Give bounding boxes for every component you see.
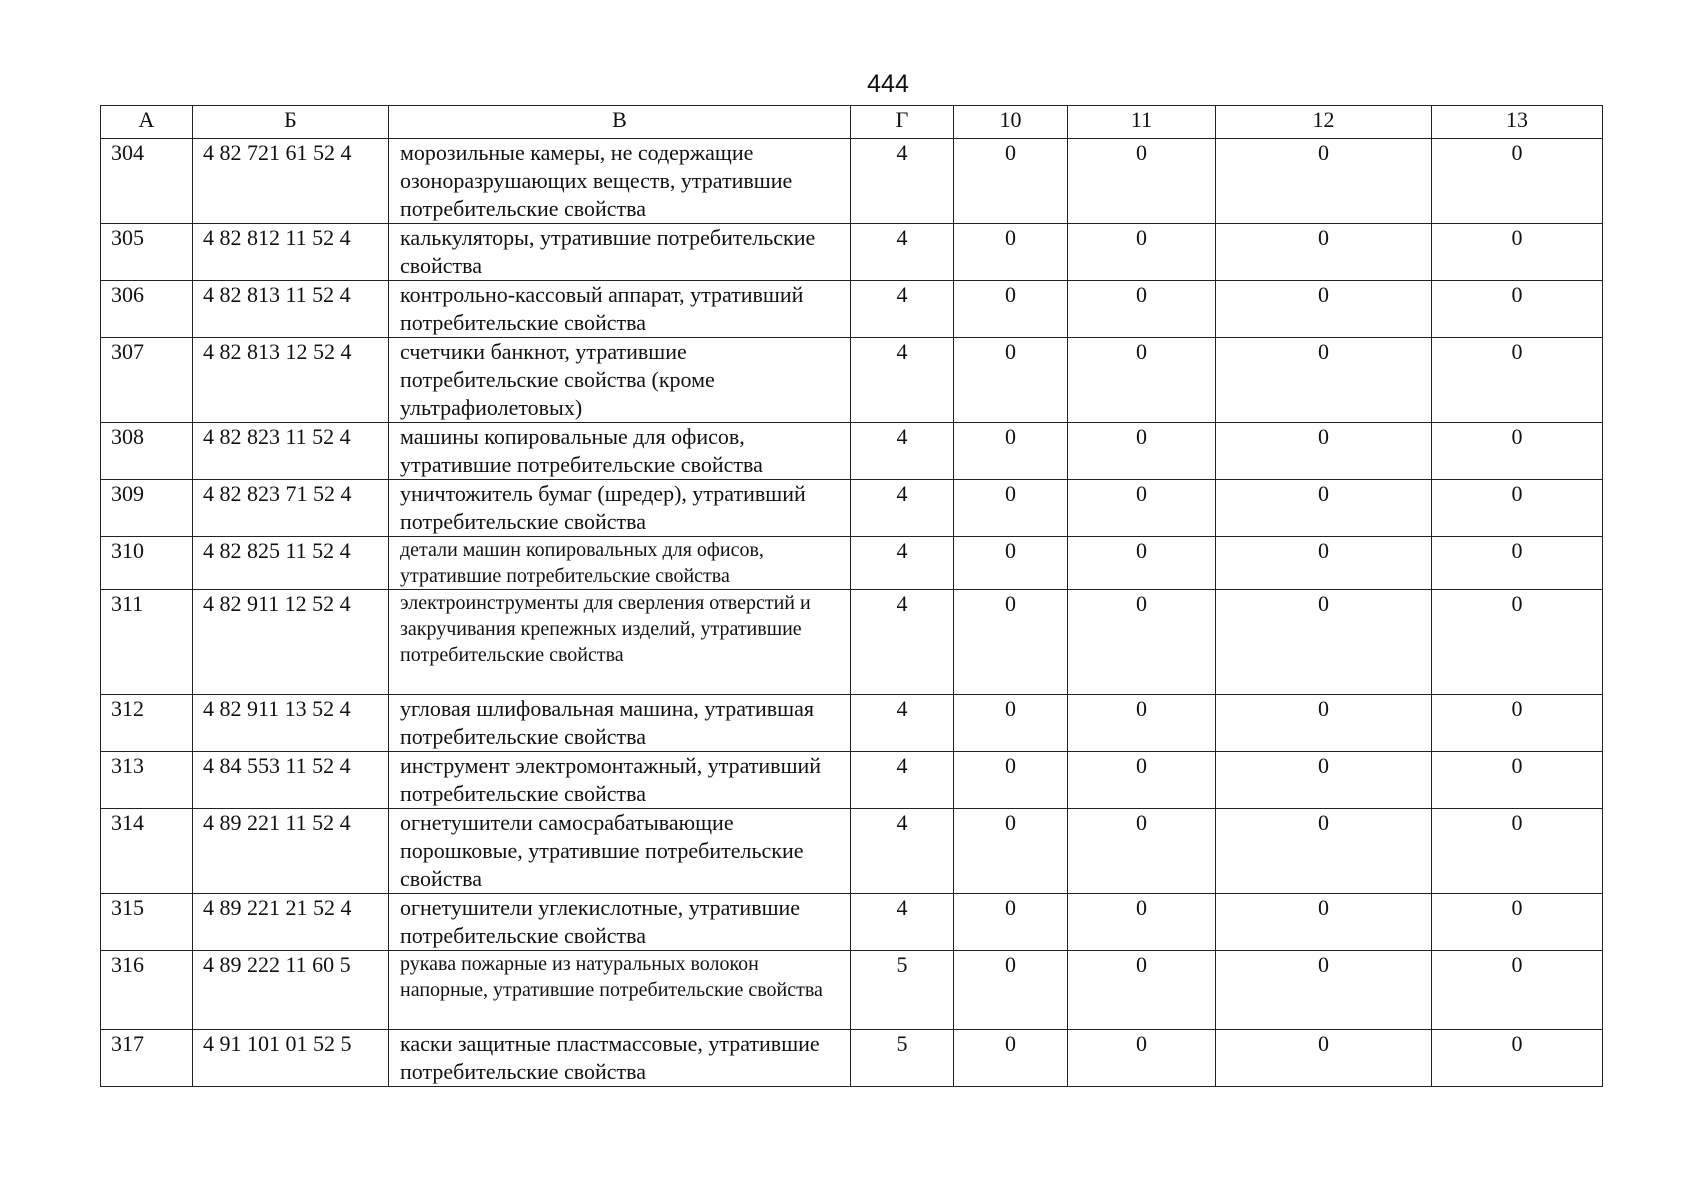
row-col-12: 0 <box>1216 139 1432 224</box>
row-number: 310 <box>101 537 193 590</box>
row-col-12: 0 <box>1216 1030 1432 1087</box>
header-col-b: Б <box>193 106 389 139</box>
header-col-v: В <box>389 106 851 139</box>
row-col-11: 0 <box>1068 590 1216 695</box>
page-number: 444 <box>867 70 909 98</box>
header-col-g: Г <box>851 106 954 139</box>
row-hazard-class: 4 <box>851 224 954 281</box>
row-col-13: 0 <box>1432 338 1603 423</box>
row-col-13: 0 <box>1432 480 1603 537</box>
row-description: контрольно-кассовый аппарат, утративший потребительские свойства <box>389 281 851 338</box>
row-col-10: 0 <box>954 537 1068 590</box>
row-number: 312 <box>101 695 193 752</box>
row-code: 4 82 911 12 52 4 <box>193 590 389 695</box>
row-hazard-class: 5 <box>851 951 954 1030</box>
row-col-11: 0 <box>1068 809 1216 894</box>
table-header-row <box>101 106 1603 139</box>
row-col-13: 0 <box>1432 537 1603 590</box>
row-number: 304 <box>101 139 193 224</box>
row-description: машины копировальные для офисов, утратившие потребительские свойства <box>389 423 851 480</box>
row-hazard-class: 4 <box>851 809 954 894</box>
table-row <box>101 752 1603 809</box>
row-description: уничтожитель бумаг (шредер), утративший потребительские свойства <box>389 480 851 537</box>
row-col-13: 0 <box>1432 695 1603 752</box>
table-row <box>101 281 1603 338</box>
table-row <box>101 480 1603 537</box>
row-hazard-class: 4 <box>851 752 954 809</box>
row-col-13: 0 <box>1432 951 1603 1030</box>
row-code: 4 82 721 61 52 4 <box>193 139 389 224</box>
row-col-12: 0 <box>1216 951 1432 1030</box>
row-col-12: 0 <box>1216 809 1432 894</box>
row-col-10: 0 <box>954 139 1068 224</box>
row-col-10: 0 <box>954 951 1068 1030</box>
row-description: инструмент электромонтажный, утративший потребительские свойства <box>389 752 851 809</box>
row-number: 316 <box>101 951 193 1030</box>
row-col-13: 0 <box>1432 590 1603 695</box>
row-number: 309 <box>101 480 193 537</box>
table-row <box>101 338 1603 423</box>
row-hazard-class: 4 <box>851 338 954 423</box>
row-number: 306 <box>101 281 193 338</box>
row-col-13: 0 <box>1432 894 1603 951</box>
row-code: 4 82 823 71 52 4 <box>193 480 389 537</box>
row-description: огнетушители углекислотные, утратившие потребительские свойства <box>389 894 851 951</box>
row-col-10: 0 <box>954 809 1068 894</box>
row-col-11: 0 <box>1068 338 1216 423</box>
table-row <box>101 590 1603 695</box>
table-row <box>101 809 1603 894</box>
waste-classification-table <box>100 105 1603 1087</box>
row-col-13: 0 <box>1432 423 1603 480</box>
row-col-11: 0 <box>1068 752 1216 809</box>
row-number: 315 <box>101 894 193 951</box>
row-description: угловая шлифовальная машина, утратившая потребительские свойства <box>389 695 851 752</box>
row-col-12: 0 <box>1216 894 1432 951</box>
row-col-11: 0 <box>1068 1030 1216 1087</box>
row-description: счетчики банкнот, утратившие потребительские свойства (кроме ультрафиолетовых) <box>389 338 851 423</box>
row-number: 314 <box>101 809 193 894</box>
row-col-11: 0 <box>1068 695 1216 752</box>
table-row <box>101 894 1603 951</box>
row-col-11: 0 <box>1068 537 1216 590</box>
header-col-11: 11 <box>1068 106 1216 139</box>
row-code: 4 82 813 11 52 4 <box>193 281 389 338</box>
table-row <box>101 537 1603 590</box>
row-col-10: 0 <box>954 695 1068 752</box>
table-row <box>101 139 1603 224</box>
row-col-10: 0 <box>954 590 1068 695</box>
row-code: 4 84 553 11 52 4 <box>193 752 389 809</box>
row-number: 307 <box>101 338 193 423</box>
row-hazard-class: 4 <box>851 281 954 338</box>
row-col-10: 0 <box>954 1030 1068 1087</box>
row-code: 4 89 222 11 60 5 <box>193 951 389 1030</box>
row-col-13: 0 <box>1432 1030 1603 1087</box>
row-col-10: 0 <box>954 752 1068 809</box>
row-code: 4 89 221 11 52 4 <box>193 809 389 894</box>
row-hazard-class: 4 <box>851 590 954 695</box>
row-number: 305 <box>101 224 193 281</box>
row-col-10: 0 <box>954 224 1068 281</box>
row-number: 311 <box>101 590 193 695</box>
row-col-11: 0 <box>1068 951 1216 1030</box>
row-code: 4 82 813 12 52 4 <box>193 338 389 423</box>
row-number: 308 <box>101 423 193 480</box>
row-description: калькуляторы, утратившие потребительские свойства <box>389 224 851 281</box>
row-col-13: 0 <box>1432 139 1603 224</box>
row-code: 4 82 825 11 52 4 <box>193 537 389 590</box>
table-row <box>101 1030 1603 1087</box>
row-hazard-class: 4 <box>851 480 954 537</box>
row-col-11: 0 <box>1068 224 1216 281</box>
row-number: 317 <box>101 1030 193 1087</box>
row-col-10: 0 <box>954 281 1068 338</box>
row-col-13: 0 <box>1432 809 1603 894</box>
row-description: морозильные камеры, не содержащие озоноразрушающих веществ, утратившие потребительские свойства <box>389 139 851 224</box>
header-col-10: 10 <box>954 106 1068 139</box>
row-col-12: 0 <box>1216 338 1432 423</box>
row-hazard-class: 4 <box>851 695 954 752</box>
row-description: детали машин копировальных для офисов, утратившие потребительские свойства <box>389 537 851 590</box>
row-hazard-class: 4 <box>851 139 954 224</box>
row-code: 4 91 101 01 52 5 <box>193 1030 389 1087</box>
row-col-11: 0 <box>1068 423 1216 480</box>
row-code: 4 82 812 11 52 4 <box>193 224 389 281</box>
row-col-12: 0 <box>1216 590 1432 695</box>
header-col-12: 12 <box>1216 106 1432 139</box>
row-col-12: 0 <box>1216 281 1432 338</box>
row-hazard-class: 4 <box>851 537 954 590</box>
row-description: рукава пожарные из натуральных волокон напорные, утратившие потребительские свойства <box>389 951 851 1030</box>
row-col-11: 0 <box>1068 281 1216 338</box>
row-col-12: 0 <box>1216 224 1432 281</box>
row-hazard-class: 4 <box>851 423 954 480</box>
row-col-12: 0 <box>1216 695 1432 752</box>
row-code: 4 82 823 11 52 4 <box>193 423 389 480</box>
row-code: 4 89 221 21 52 4 <box>193 894 389 951</box>
row-col-13: 0 <box>1432 752 1603 809</box>
row-col-10: 0 <box>954 894 1068 951</box>
row-code: 4 82 911 13 52 4 <box>193 695 389 752</box>
header-col-13: 13 <box>1432 106 1603 139</box>
row-description: огнетушители самосрабатывающие порошковые, утратившие потребительские свойства <box>389 809 851 894</box>
table-row <box>101 224 1603 281</box>
row-col-10: 0 <box>954 423 1068 480</box>
row-col-10: 0 <box>954 480 1068 537</box>
row-description: электроинструменты для сверления отверстий и закручивания крепежных изделий, утратившие потребительские свойства <box>389 590 851 695</box>
row-col-11: 0 <box>1068 139 1216 224</box>
row-col-11: 0 <box>1068 894 1216 951</box>
row-col-12: 0 <box>1216 423 1432 480</box>
row-hazard-class: 4 <box>851 894 954 951</box>
row-col-10: 0 <box>954 338 1068 423</box>
table-row <box>101 695 1603 752</box>
row-col-11: 0 <box>1068 480 1216 537</box>
table-row <box>101 423 1603 480</box>
row-col-12: 0 <box>1216 752 1432 809</box>
header-col-a: А <box>101 106 193 139</box>
row-hazard-class: 5 <box>851 1030 954 1087</box>
row-col-12: 0 <box>1216 480 1432 537</box>
row-number: 313 <box>101 752 193 809</box>
row-col-12: 0 <box>1216 537 1432 590</box>
row-description: каски защитные пластмассовые, утратившие потребительские свойства <box>389 1030 851 1087</box>
table-row <box>101 951 1603 1030</box>
row-col-13: 0 <box>1432 281 1603 338</box>
row-col-13: 0 <box>1432 224 1603 281</box>
